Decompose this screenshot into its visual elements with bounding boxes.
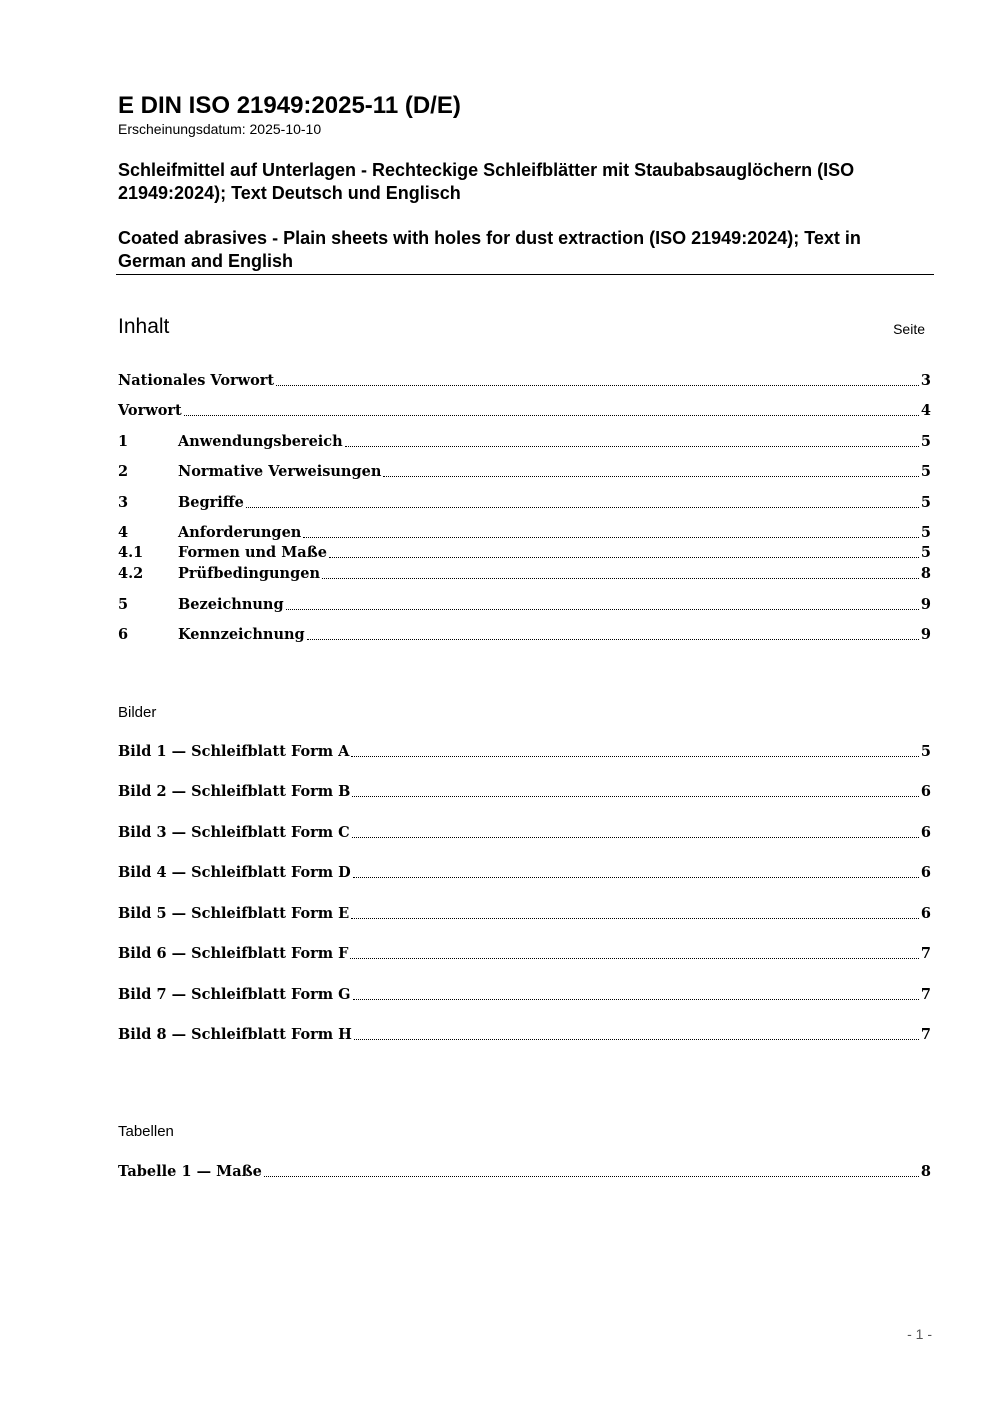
toc-entry-number: 6 [118,626,129,643]
toc-entry-page: 3 [920,372,931,389]
table-entry-text: Tabelle 1 — Maße [118,1163,262,1180]
toc-entry-page: 5 [920,463,931,480]
toc-entry-text: Kennzeichnung [178,626,305,643]
toc-entry-page: 5 [920,524,931,541]
dot-leader [303,537,919,538]
toc-entry-text: Vorwort [118,402,182,419]
figure-entry[interactable] [118,985,931,1005]
figure-entry-page: 6 [920,783,931,800]
toc-entry-page: 5 [920,494,931,511]
toc-entry-text: Nationales Vorwort [118,372,275,389]
toc-entry[interactable] [118,543,931,563]
figure-entry-text: Bild 4 — Schleifblatt Form D [118,864,351,881]
toc-entry-number: 2 [118,463,129,480]
toc-entry-page: 4 [920,402,931,419]
dot-leader [184,415,919,416]
figure-entry[interactable] [118,863,931,883]
contents-heading: Inhalt [118,315,170,338]
toc-entry[interactable] [118,595,931,615]
figure-entry-page: 6 [920,824,931,841]
table-entry[interactable] [118,1162,931,1182]
toc-entry-text: Normative Verweisungen [178,463,382,480]
figure-entry-text: Bild 1 — Schleifblatt Form A [118,743,350,760]
toc-entry-number: 5 [118,596,129,613]
toc-entry[interactable] [118,432,931,452]
figure-entry-page: 7 [920,945,931,962]
toc-entry-number: 4.2 [118,565,144,582]
dot-leader [352,837,919,838]
title-german: Schleifmittel auf Unterlagen - Rechteckige Schleifblätter mit Staubabsauglöchern (ISO 21949:2024); Text Deutsch und Englisch [118,160,855,203]
figure-entry-text: Bild 2 — Schleifblatt Form B [118,783,351,800]
publication-date: Erscheinungsdatum: 2025-10-10 [118,121,322,137]
toc-entry-text: Bezeichnung [178,596,284,613]
dot-leader [329,557,919,558]
tables-heading: Tabellen [118,1123,174,1140]
toc-entry-page: 8 [920,565,931,582]
toc-entry-page: 9 [920,626,931,643]
dot-leader [351,756,919,757]
toc-entry-page: 5 [920,433,931,450]
figure-entry-text: Bild 3 — Schleifblatt Form C [118,824,350,841]
toc-entry-text: Begriffe [178,494,244,511]
figure-entry-page: 5 [920,743,931,760]
toc-entry-page: 5 [920,544,931,561]
figure-entry[interactable] [118,823,931,843]
dot-leader [246,507,919,508]
dot-leader [383,476,919,477]
toc-entry[interactable] [118,625,931,645]
figure-entry-text: Bild 7 — Schleifblatt Form G [118,986,351,1003]
dot-leader [354,1039,919,1040]
toc-entry-number: 4.1 [118,544,144,561]
dot-leader [345,446,919,447]
dot-leader [276,385,919,386]
table-entry-page: 8 [920,1163,931,1180]
figure-entry-text: Bild 8 — Schleifblatt Form H [118,1026,352,1043]
dot-leader [353,999,919,1000]
dot-leader [286,609,919,610]
toc-entry-text: Prüfbedingungen [178,565,321,582]
toc-entry-number: 4 [118,524,129,541]
figure-entry-page: 6 [920,905,931,922]
figure-entry[interactable] [118,944,931,964]
figures-heading: Bilder [118,704,157,721]
toc-entry[interactable] [118,564,931,584]
toc-entry-number: 1 [118,433,129,450]
title-english: Coated abrasives - Plain sheets with holes for dust extraction (ISO 21949:2024); Text in German and English [118,228,861,271]
toc-entry-text: Anwendungsbereich [178,433,343,450]
toc-entry[interactable] [118,462,931,482]
figure-entry-page: 6 [920,864,931,881]
figure-entry-text: Bild 6 — Schleifblatt Form F [118,945,349,962]
title-divider [116,274,934,275]
dot-leader [350,958,918,959]
figure-entry-page: 7 [920,1026,931,1043]
dot-leader [352,796,918,797]
toc-entry[interactable] [118,493,931,513]
toc-entry-text: Formen und Maße [178,544,327,561]
dot-leader [322,578,919,579]
figure-entry-text: Bild 5 — Schleifblatt Form E [118,905,350,922]
figure-entry[interactable] [118,782,931,802]
toc-entry-number: 3 [118,494,129,511]
toc-entry-page: 9 [920,596,931,613]
figure-entry-page: 7 [920,986,931,1003]
dot-leader [307,639,919,640]
dot-leader [264,1176,919,1177]
page-number: - 1 - [907,1326,932,1342]
figure-entry[interactable] [118,1025,931,1045]
page-column-label: Seite [893,321,925,337]
toc-entry[interactable] [118,523,931,543]
figure-entry[interactable] [118,904,931,924]
toc-entry[interactable] [118,401,931,421]
figure-entry[interactable] [118,742,931,762]
toc-entry-text: Anforderungen [178,524,302,541]
dot-leader [353,877,919,878]
document-title: E DIN ISO 21949:2025-11 (D/E) [118,92,461,119]
toc-entry[interactable] [118,371,931,391]
dot-leader [351,918,919,919]
